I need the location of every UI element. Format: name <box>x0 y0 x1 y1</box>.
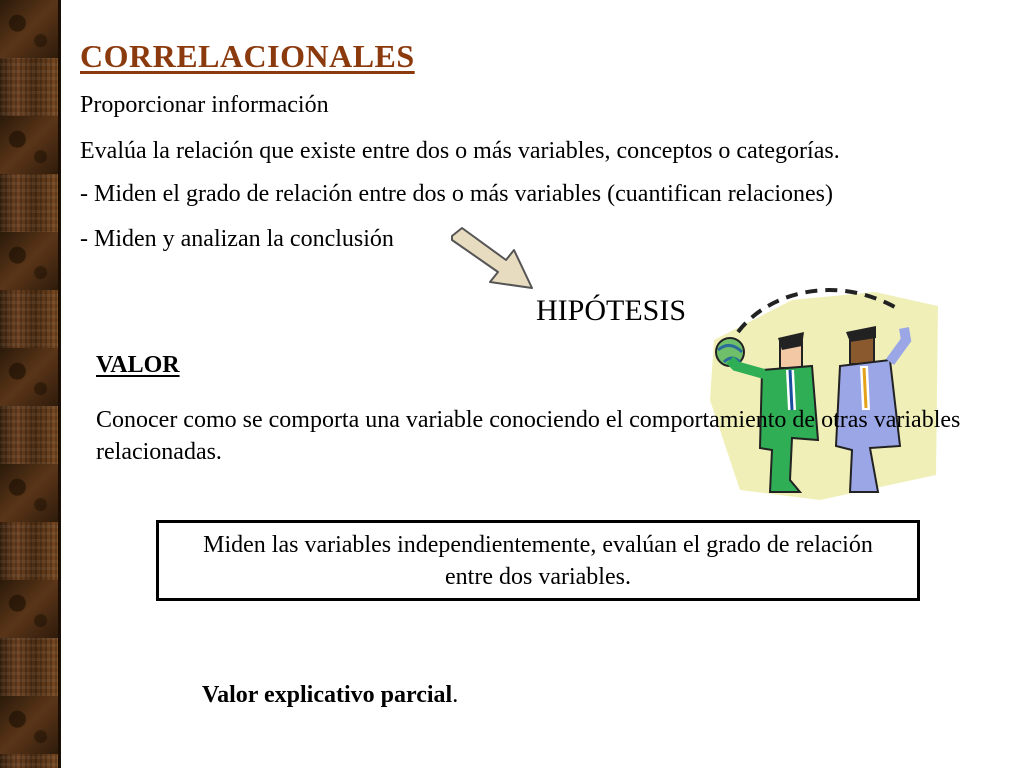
bottom-note-tail: . <box>452 682 459 708</box>
summary-box <box>156 520 920 601</box>
summary-text: Miden las variables independientemente, evalúan el grado de relación entre dos variables. <box>203 531 873 590</box>
valor-heading: VALOR <box>96 352 180 378</box>
hipotesis-label: HIPÓTESIS <box>536 294 687 327</box>
left-border-decoration <box>0 0 58 768</box>
border-divider <box>58 0 61 768</box>
text-line-4: - Miden y analizan la conclusión <box>80 226 394 252</box>
slide-title: CORRELACIONALES <box>80 38 415 74</box>
arrow-icon <box>448 226 538 292</box>
text-line-1: Proporcionar información <box>80 92 329 118</box>
valor-text: Conocer como se comporta una variable conociendo el comportamiento de otras variables relacionadas. <box>96 407 961 465</box>
bottom-note <box>202 682 458 709</box>
business-people-clipart <box>700 270 945 515</box>
text-line-3: - Miden el grado de relación entre dos o más variables (cuantifican relaciones) <box>80 181 834 207</box>
text-line-2: Evalúa la relación que existe entre dos o más variables, conceptos o categorías. <box>80 138 840 164</box>
bottom-note-bold: Valor explicativo parcial <box>202 682 453 708</box>
